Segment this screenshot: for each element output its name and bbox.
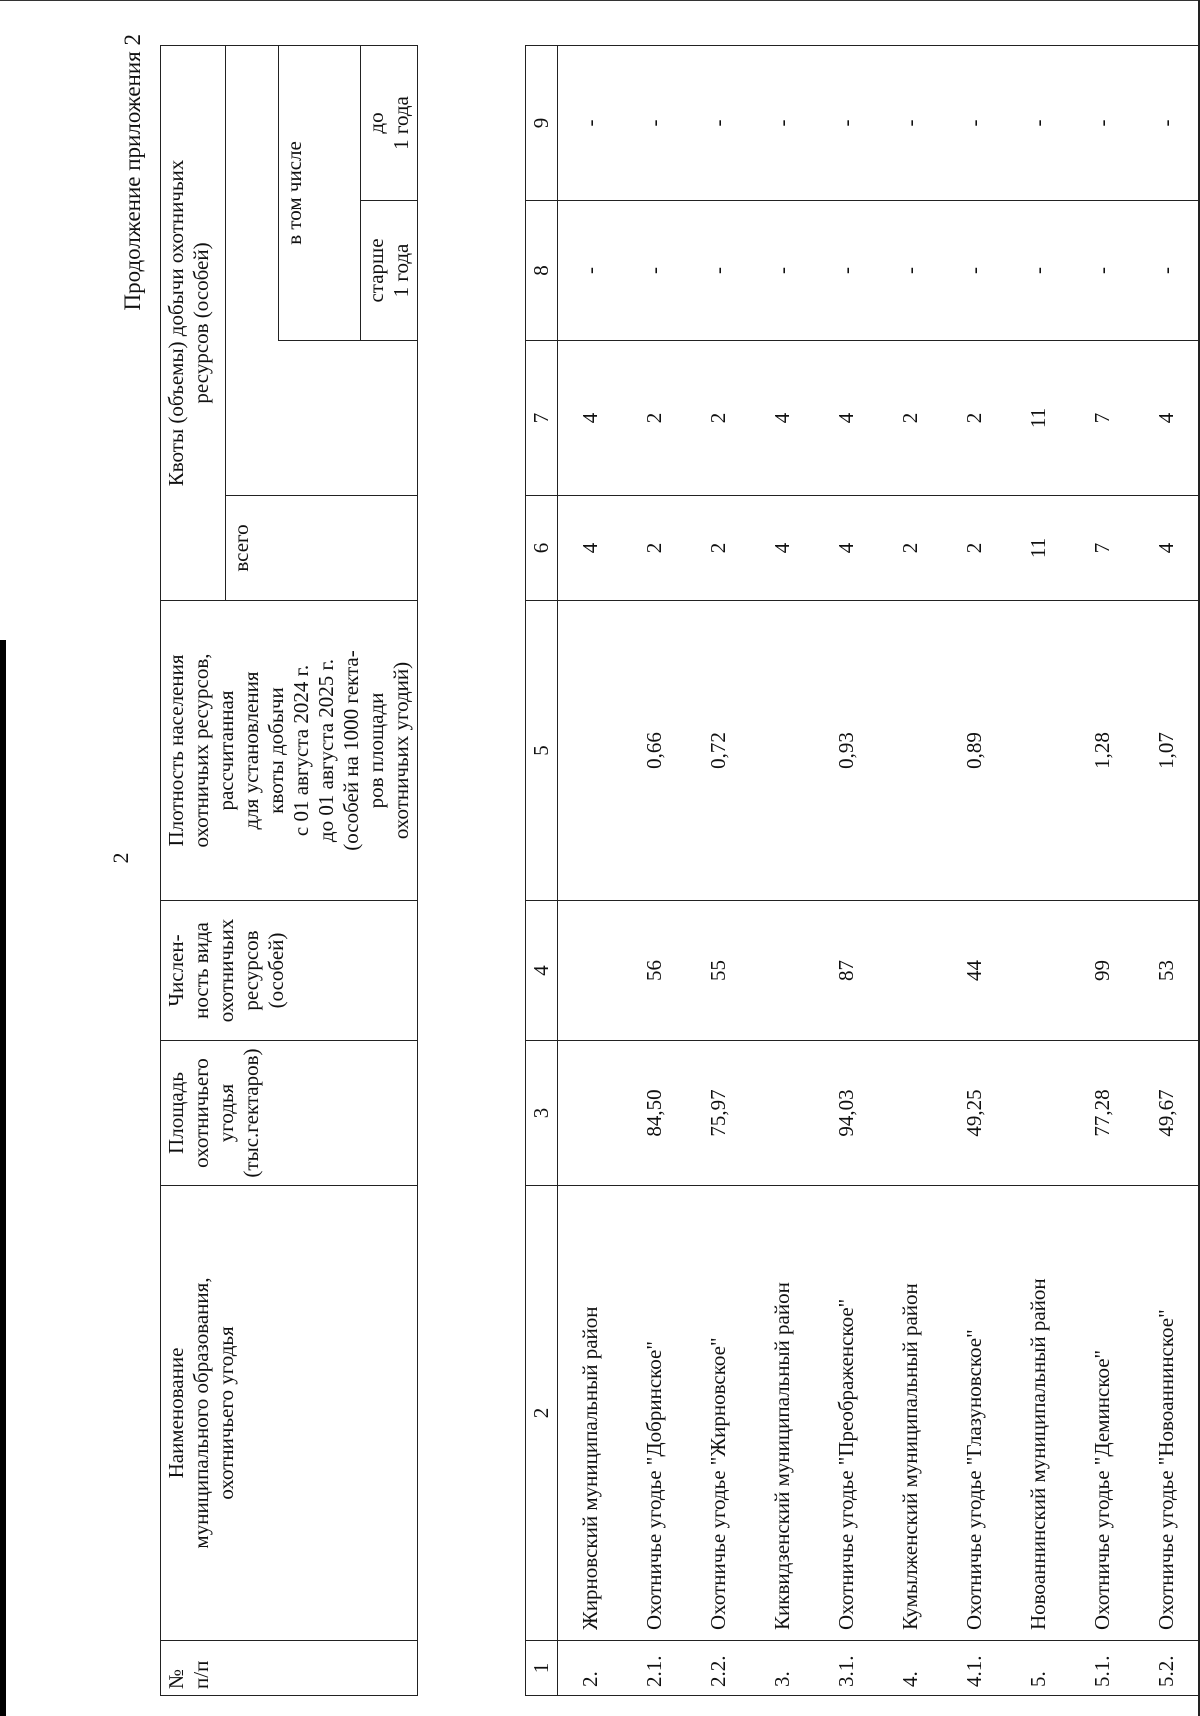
row-no-split: 4	[1134, 341, 1198, 496]
row-younger: -	[1070, 46, 1134, 201]
row-population	[878, 901, 942, 1041]
continuation-label: Продолжение приложения 2	[120, 34, 145, 311]
column-number: 8	[526, 201, 558, 341]
row-older: -	[558, 201, 623, 341]
column-number: 6	[526, 496, 558, 601]
row-name: Киквидзенский муниципальный район	[750, 1186, 814, 1641]
row-density: 1,28	[1070, 601, 1134, 901]
row-density: 0,93	[814, 601, 878, 901]
row-density	[750, 601, 814, 901]
row-older: -	[814, 201, 878, 341]
table-row	[1006, 46, 1070, 1696]
table-row	[558, 46, 623, 1696]
row-population	[558, 901, 623, 1041]
header-including: в том числе	[279, 45, 361, 340]
table-row	[1134, 46, 1198, 1696]
row-younger: -	[622, 46, 686, 201]
row-older: -	[686, 201, 750, 341]
row-area: 75,97	[686, 1041, 750, 1186]
row-density: 0,66	[622, 601, 686, 901]
row-younger: -	[750, 46, 814, 201]
row-total: 7	[1070, 496, 1134, 601]
row-area: 84,50	[622, 1041, 686, 1186]
row-name: Охотничье угодье "Глазуновское"	[942, 1186, 1006, 1641]
row-density: 1,07	[1134, 601, 1198, 901]
row-name: Жирновский муниципальный район	[558, 1186, 623, 1641]
column-number: 5	[526, 601, 558, 901]
table-row	[686, 46, 750, 1696]
table-row	[622, 46, 686, 1696]
row-number: 5.	[1006, 1641, 1070, 1696]
row-density	[878, 601, 942, 901]
header-num: № п/п	[161, 1641, 418, 1696]
row-number: 2.2.	[686, 1641, 750, 1696]
row-area	[750, 1041, 814, 1186]
row-no-split: 4	[814, 341, 878, 496]
row-number: 5.1.	[1070, 1641, 1134, 1696]
row-older: -	[878, 201, 942, 341]
table-row	[942, 46, 1006, 1696]
row-total: 2	[686, 496, 750, 601]
row-older: -	[1006, 201, 1070, 341]
header-quota: Квоты (объемы) добычи охотничьих ресурсов (особей)	[161, 45, 226, 600]
column-number: 2	[526, 1186, 558, 1641]
column-numbers-row	[526, 46, 558, 1696]
row-younger: -	[1006, 46, 1070, 201]
row-density	[558, 601, 623, 901]
table-row	[1070, 46, 1134, 1696]
row-name: Охотничье угодье "Новоаннинское"	[1134, 1186, 1198, 1641]
row-no-split: 4	[750, 341, 814, 496]
row-total: 4	[1134, 496, 1198, 601]
row-name: Охотничье угодье "Деминское"	[1070, 1186, 1134, 1641]
row-population: 87	[814, 901, 878, 1041]
row-total: 11	[1006, 496, 1070, 601]
header-population: Числен- ность вида охотничьих ресурсов (особей)	[161, 901, 418, 1041]
row-younger: -	[558, 46, 623, 201]
header-density: Плотность населения охотничьих ресурсов, рассчитанная для установления квоты добычи с 01 августа 2024 г. до 01 августа 2025 г. (особей на 1000 гекта- ров площади охотничьих угодий)	[161, 601, 418, 901]
row-older: -	[750, 201, 814, 341]
header-younger: до 1 года	[361, 45, 418, 200]
column-number: 9	[526, 46, 558, 201]
row-name: Охотничье угодье "Преображенское"	[814, 1186, 878, 1641]
row-younger: -	[686, 46, 750, 201]
row-no-split: 4	[558, 341, 623, 496]
row-total: 2	[878, 496, 942, 601]
row-total: 2	[942, 496, 1006, 601]
row-younger: -	[942, 46, 1006, 201]
row-total: 4	[750, 496, 814, 601]
row-population: 53	[1134, 901, 1198, 1041]
row-population: 44	[942, 901, 1006, 1041]
row-population	[1006, 901, 1070, 1041]
row-younger: -	[1134, 46, 1198, 201]
quota-table-body	[525, 45, 1198, 1696]
row-area	[1006, 1041, 1070, 1186]
row-no-split: 11	[1006, 341, 1070, 496]
header-row-1	[161, 45, 226, 1695]
row-older: -	[622, 201, 686, 341]
column-number: 4	[526, 901, 558, 1041]
header-name: Наименование муниципального образования, охотничьего угодья	[161, 1186, 418, 1641]
row-area	[558, 1041, 623, 1186]
table-row	[814, 46, 878, 1696]
row-total: 4	[814, 496, 878, 601]
header-spacer	[226, 45, 279, 495]
row-no-split: 7	[1070, 341, 1134, 496]
row-population: 99	[1070, 901, 1134, 1041]
row-number: 3.	[750, 1641, 814, 1696]
row-population	[750, 901, 814, 1041]
row-number: 2.1.	[622, 1641, 686, 1696]
row-density: 0,89	[942, 601, 1006, 901]
row-area: 77,28	[1070, 1041, 1134, 1186]
row-number: 4.	[878, 1641, 942, 1696]
table-body	[558, 46, 1199, 1696]
quota-table	[160, 45, 418, 1696]
row-older: -	[1134, 201, 1198, 341]
row-total: 4	[558, 496, 623, 601]
row-name: Охотничье угодье "Жирновское"	[686, 1186, 750, 1641]
column-number: 3	[526, 1041, 558, 1186]
row-older: -	[942, 201, 1006, 341]
row-area	[878, 1041, 942, 1186]
row-density	[1006, 601, 1070, 901]
header-total: всего	[226, 496, 418, 601]
table-row	[878, 46, 942, 1696]
row-total: 2	[622, 496, 686, 601]
row-no-split: 2	[686, 341, 750, 496]
column-number: 1	[526, 1641, 558, 1696]
row-number: 4.1.	[942, 1641, 1006, 1696]
row-number: 2.	[558, 1641, 623, 1696]
row-older: -	[1070, 201, 1134, 341]
header-blank	[279, 341, 418, 496]
row-younger: -	[878, 46, 942, 201]
row-no-split: 2	[622, 341, 686, 496]
column-number: 7	[526, 341, 558, 496]
row-name: Охотничье угодье "Добринское"	[622, 1186, 686, 1641]
header-older: старше 1 года	[361, 201, 418, 341]
row-area: 49,25	[942, 1041, 1006, 1186]
row-no-split: 2	[942, 341, 1006, 496]
row-area: 94,03	[814, 1041, 878, 1186]
page-number: 2	[108, 852, 133, 864]
row-name: Кумылженский муниципальный район	[878, 1186, 942, 1641]
row-population: 56	[622, 901, 686, 1041]
row-area: 49,67	[1134, 1041, 1198, 1186]
row-population: 55	[686, 901, 750, 1041]
row-number: 3.1.	[814, 1641, 878, 1696]
row-density: 0,72	[686, 601, 750, 901]
row-number: 5.2.	[1134, 1641, 1198, 1696]
row-younger: -	[814, 46, 878, 201]
header-area: Площадь охотничьего угодья (тыс.гектаров)	[161, 1041, 418, 1186]
row-name: Новоаннинский муниципальный район	[1006, 1186, 1070, 1641]
row-no-split: 2	[878, 341, 942, 496]
table-row	[750, 46, 814, 1696]
